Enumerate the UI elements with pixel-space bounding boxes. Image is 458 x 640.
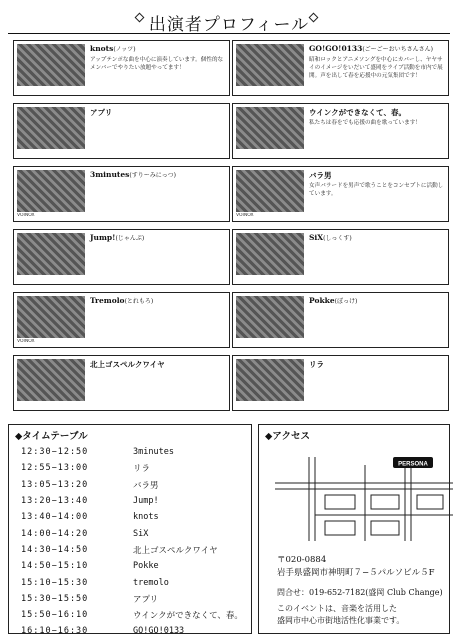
performer-description: 昭和ロックとアニメソングを中心にカバーし、ヤヤサイのイメージをいだいて盛岡をライブ活動を市内で展開。声を出して春を応援中の元気集団です！ (309, 57, 443, 79)
slot-band: SiX (133, 528, 149, 539)
performer-name-kana: (ぽっけ) (334, 298, 358, 305)
performer-card (232, 103, 449, 159)
header-rule (8, 33, 450, 34)
performer-name (309, 296, 357, 305)
slot-band: tremolo (133, 577, 169, 588)
performer-name-text: 北上ゴスペルクワイヤ (90, 360, 165, 369)
performer-name-text: SiX (309, 233, 324, 242)
photo-credit: VOINOX (17, 339, 35, 344)
timetable-panel (8, 424, 252, 637)
performer-card (13, 40, 230, 96)
map-venue-label: PERSONA (398, 461, 428, 468)
slot-time: 14:50−15:10 (21, 561, 89, 572)
performer-card (13, 166, 230, 222)
slot-time: 13:05−13:20 (21, 479, 89, 490)
performer-description: アップテンポな曲を中心に演奏しています。個性的なメンバーでやりたい放題やってます！ (90, 57, 224, 71)
slot-time: 14:00−14:20 (21, 528, 89, 539)
performer-photo (17, 233, 85, 275)
timetable-row (21, 591, 243, 607)
performer-card (13, 229, 230, 285)
performer-photo (17, 359, 85, 401)
performer-photo (236, 170, 304, 212)
performer-name-text: バラ男 (309, 171, 332, 180)
performer-photo (17, 296, 85, 338)
performer-card (232, 166, 449, 222)
performer-name (90, 359, 165, 370)
performer-name (309, 170, 332, 181)
slot-time: 12:55−13:00 (21, 463, 89, 474)
timetable-row (21, 574, 243, 590)
performer-name-kana: (じゃんぷ) (115, 235, 145, 242)
performer-photo (236, 107, 304, 149)
slot-time: 13:20−13:40 (21, 496, 89, 507)
slot-band: 3minutes (133, 447, 174, 458)
performer-name-text: ウインクができなくて、春。 (309, 108, 406, 117)
slot-band: 北上ゴスペルクワイヤ (133, 545, 218, 556)
performer-photo (236, 296, 304, 338)
performer-name-text: アプリ (90, 108, 113, 117)
slot-band: knots (133, 512, 159, 523)
performer-name (309, 44, 433, 53)
slot-time: 14:30−14:50 (21, 544, 89, 555)
slot-band: Pokke (133, 561, 159, 572)
performer-name-text: Jump! (90, 233, 116, 242)
performer-photo (236, 44, 304, 86)
performer-name-text: Tremolo (90, 296, 125, 305)
performer-description: 女声バラードを男声で歌うことをコンセプトに活動しています。 (309, 183, 444, 197)
timetable-row (21, 444, 243, 460)
performer-card (13, 355, 230, 411)
performer-name-kana: (すりーみにっつ) (129, 172, 176, 179)
timetable-title: ◆タイムテーブル (15, 431, 88, 442)
performer-name-text: 3minutes (90, 170, 130, 179)
page-header (0, 0, 458, 36)
slot-band: GO!GO!0133 (133, 626, 185, 637)
access-panel (258, 424, 450, 634)
performer-name-kana: (とれもろ) (124, 298, 154, 305)
performer-name (309, 233, 352, 242)
timetable-row (21, 623, 243, 639)
performer-card (232, 355, 449, 411)
performer-photo (17, 44, 85, 86)
timetable-row (21, 607, 243, 623)
performer-name (90, 296, 153, 305)
slot-time: 12:30−12:50 (21, 447, 89, 458)
performer-name-text: GO!GO!0133 (309, 44, 363, 53)
performer-name-kana: (ノッツ) (113, 46, 136, 53)
timetable-row (21, 509, 243, 525)
performer-photo (236, 233, 304, 275)
page-title: 出演者プロフィール (148, 15, 310, 35)
timetable-row (21, 558, 243, 574)
performer-name-text: リラ (309, 360, 324, 369)
slot-band: ウインクができなくて、春。 (133, 611, 243, 622)
performer-name-text: knots (90, 44, 114, 53)
timetable-row (21, 525, 243, 541)
performer-name (90, 44, 136, 53)
contact-line: 問合せ：019-652-7182(盛岡 Club Change) (277, 588, 443, 597)
slot-band: アプリ (133, 594, 159, 605)
photo-credit: VOINOX (236, 213, 254, 218)
timetable-row (21, 493, 243, 509)
event-note-line-2: 盛岡市中心市街地活性化事業です。 (277, 616, 405, 625)
slot-band: Jump! (133, 496, 159, 507)
performer-name (90, 170, 176, 179)
slot-time: 15:30−15:50 (21, 593, 89, 604)
performer-name (90, 233, 144, 242)
performer-name (90, 107, 112, 118)
timetable-list (21, 444, 243, 640)
performer-name (309, 359, 324, 370)
performer-name-text: Pokke (309, 296, 335, 305)
timetable-row (21, 460, 243, 476)
performer-photo (236, 359, 304, 401)
slot-band: リラ (133, 464, 151, 475)
event-note-line-1: このイベントは、音楽を活用した (277, 604, 397, 613)
slot-time: 15:50−16:10 (21, 610, 89, 621)
performer-card (232, 40, 449, 96)
slot-time: 16:10−16:30 (21, 626, 89, 637)
performer-photo (17, 170, 85, 212)
performer-name-kana: (しっくす) (323, 235, 352, 242)
slot-time: 15:10−15:30 (21, 577, 89, 588)
performer-card (232, 229, 449, 285)
performer-card (13, 103, 230, 159)
venue-address: 岩手県盛岡市神明町７−５パルソビル５F (277, 568, 435, 578)
performer-name-kana: (ごーごーおいちさんさん) (362, 46, 434, 53)
performer-photo (17, 107, 85, 149)
photo-credit: VOINOX (17, 213, 35, 218)
slot-time: 13:40−14:00 (21, 512, 89, 523)
postal-code: 〒020-0884 (277, 555, 327, 565)
timetable-row (21, 542, 243, 558)
access-title: ◆アクセス (265, 431, 311, 442)
timetable-row (21, 477, 243, 493)
access-map (265, 453, 458, 545)
slot-band: バラ男 (133, 480, 159, 491)
performer-card (13, 292, 230, 348)
performer-name (309, 107, 406, 118)
performer-description: 私たちは春をでも応援の曲を歌っています！ (309, 120, 421, 126)
performer-card (232, 292, 449, 348)
